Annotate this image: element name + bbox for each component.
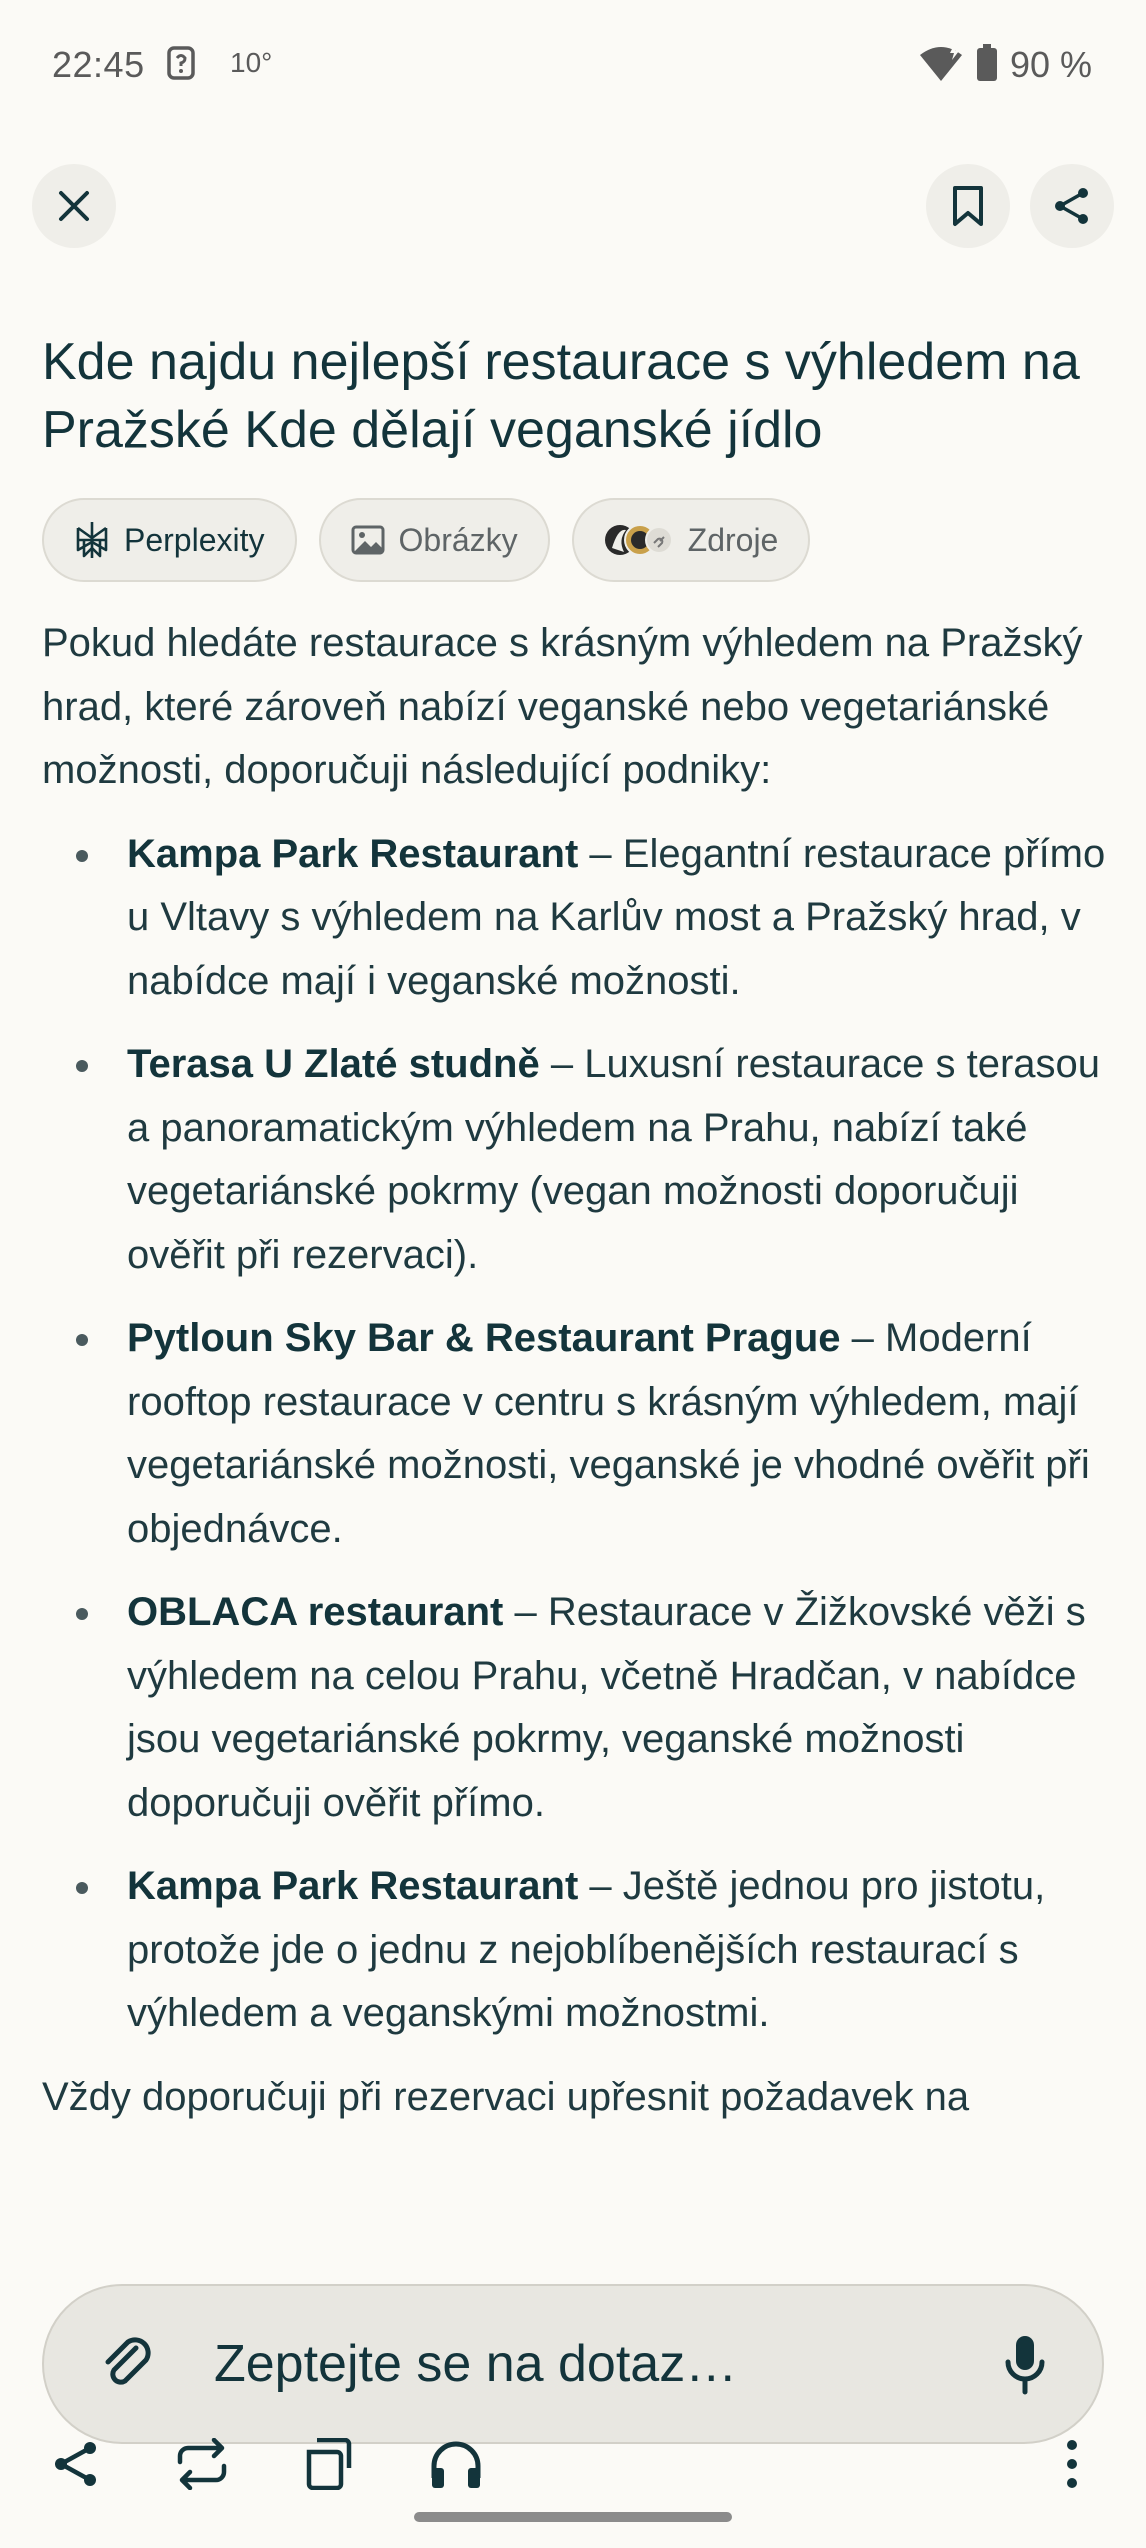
- status-bar: [0, 0, 1146, 130]
- microphone-icon: [1000, 2332, 1050, 2398]
- answer-tabs: [42, 498, 810, 582]
- ask-input[interactable]: Zeptejte se na dotaz…: [214, 2335, 738, 2393]
- tab-images-label: Obrázky: [398, 521, 518, 558]
- home-indicator[interactable]: [414, 2512, 732, 2522]
- tab-sources-label: Zdroje: [687, 521, 779, 558]
- share-icon: [50, 2438, 102, 2490]
- ask-bar[interactable]: [42, 2284, 1104, 2444]
- list-item: [42, 823, 1112, 1014]
- source-favicons-icon: [604, 522, 674, 558]
- copy-button[interactable]: [296, 2432, 360, 2496]
- temperature: 10°: [230, 47, 273, 78]
- restaurant-description: – Ještě jednou pro jistotu, protože jde o jednu z nejoblíbenějších restaurací s výhledem a veganskými možnostmi.: [127, 1864, 1046, 2035]
- perplexity-logo-icon: [74, 520, 110, 560]
- repeat-icon: [174, 2438, 230, 2490]
- close-button[interactable]: [32, 164, 116, 248]
- voice-button[interactable]: [1000, 2332, 1050, 2403]
- paperclip-icon: [96, 2332, 160, 2396]
- more-vertical-icon: [1065, 2439, 1079, 2489]
- bookmark-button[interactable]: [926, 164, 1010, 248]
- restaurant-description: – Elegantní restaurace přímo u Vltavy s výhledem na Karlův most a Pražský hrad, v nabídce mají i veganské možnosti.: [127, 831, 1106, 1003]
- more-button[interactable]: [1040, 2432, 1104, 2496]
- wifi-icon: [918, 44, 964, 82]
- tab-sources[interactable]: [572, 498, 811, 582]
- restaurant-name: Kampa Park Restaurant: [127, 1864, 579, 1908]
- listen-button[interactable]: [424, 2432, 488, 2496]
- rewrite-button[interactable]: [170, 2432, 234, 2496]
- notification-icon: [166, 44, 196, 82]
- answer-content: [42, 612, 1112, 2129]
- list-item: [42, 1033, 1112, 1287]
- attach-button[interactable]: [96, 2332, 160, 2401]
- headphones-icon: [428, 2438, 484, 2490]
- image-icon: [351, 525, 385, 555]
- restaurant-name: Kampa Park Restaurant: [127, 831, 579, 876]
- restaurant-description: – Moderní rooftop restaurace v centru s krásným výhledem, mají vegetariánské možnosti, veganské je vhodné ověřit při objednávce.: [127, 1316, 1090, 1551]
- restaurant-description: – Luxusní restaurace s terasou a panoramatickým výhledem na Prahu, nabízí také vegetariánské pokrmy (vegan možnosti doporučuji ověřit při rezervaci).: [127, 1042, 1101, 1277]
- share-answer-button[interactable]: [44, 2432, 108, 2496]
- bookmark-icon: [951, 185, 985, 227]
- restaurant-list: [42, 823, 1112, 2046]
- tab-perplexity[interactable]: [42, 498, 297, 582]
- status-time: 22:45: [52, 44, 145, 85]
- question-title: Kde najdu nejlepší restaurace s výhledem na Pražské Kde dělají veganské jídlo: [42, 333, 1080, 459]
- close-icon: [57, 189, 91, 223]
- restaurant-name: Terasa U Zlaté studně: [127, 1042, 540, 1086]
- restaurant-description: – Restaurace v Žižkovské věži s výhledem na celou Prahu, včetně Hradčan, v nabídce jsou vegetariánské pokrmy, veganské možnosti doporučuji ověřit přímo.: [127, 1590, 1086, 1825]
- list-item: [42, 1307, 1112, 1561]
- tab-perplexity-label: Perplexity: [124, 521, 265, 558]
- restaurant-name: Pytloun Sky Bar & Restaurant Prague: [127, 1316, 841, 1360]
- list-item: [42, 1581, 1112, 1835]
- battery-percent: 90 %: [1009, 44, 1092, 85]
- copy-icon: [303, 2438, 353, 2490]
- tab-images[interactable]: [319, 498, 550, 582]
- share-icon: [1052, 186, 1092, 226]
- battery-icon: [976, 44, 998, 82]
- restaurant-name: OBLACA restaurant: [127, 1590, 504, 1634]
- share-button[interactable]: [1030, 164, 1114, 248]
- answer-intro: Pokud hledáte restaurace s krásným výhledem na Pražský hrad, které zároveň nabízí veganské nebo vegetariánské možnosti, doporučuji následující podniky:: [42, 621, 1083, 792]
- list-item: [42, 1855, 1112, 2046]
- answer-outro: Vždy doporučuji při rezervaci upřesnit požadavek na: [42, 2074, 970, 2119]
- bottom-toolbar: [0, 2432, 1146, 2502]
